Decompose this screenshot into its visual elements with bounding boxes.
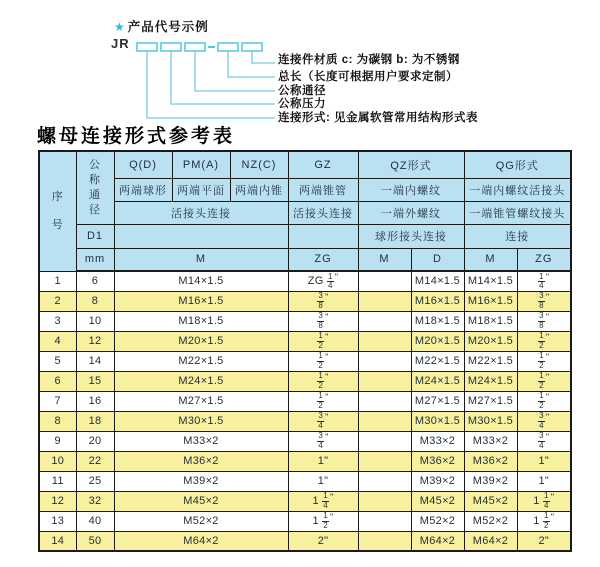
table-row xyxy=(39,471,571,491)
table-row xyxy=(39,451,571,471)
cell-dn: 32 xyxy=(76,491,114,511)
cell-qz_d: M20×1.5 xyxy=(411,331,464,351)
table-row xyxy=(39,431,571,451)
cell-m: M18×1.5 xyxy=(114,311,288,331)
cell-zg: $\frac{3}{8}$ " xyxy=(288,311,358,331)
cell-dn: 20 xyxy=(76,431,114,451)
cell-dn: 12 xyxy=(76,331,114,351)
cell-qz_m xyxy=(358,531,411,551)
leader-line xyxy=(195,51,275,91)
leader-line xyxy=(147,51,275,118)
cell-zg: 1 $\frac{1}{2}$ " xyxy=(288,511,358,531)
cell-qg_zg: 2" xyxy=(517,531,571,551)
cell-no: 2 xyxy=(39,291,76,311)
cell-qz_d: M39×2 xyxy=(411,471,464,491)
cell-m: M14×1.5 xyxy=(114,271,288,291)
table-row xyxy=(39,391,571,411)
cell-qz_m xyxy=(358,511,411,531)
cell-qg_m: M18×1.5 xyxy=(464,311,517,331)
cell-qg_zg: 1" xyxy=(517,451,571,471)
header-form-gz: 两端锥管 xyxy=(288,178,358,201)
cell-qz_m xyxy=(358,311,411,331)
cell-no: 12 xyxy=(39,491,76,511)
cell-qz_d: M24×1.5 xyxy=(411,371,464,391)
header-empty-cell xyxy=(114,224,288,248)
code-label-connection: 连接形式: 见金属软管常用结构形式表 xyxy=(278,112,479,124)
table-row xyxy=(39,371,571,391)
cell-m: M16×1.5 xyxy=(114,291,288,311)
cell-dn: 40 xyxy=(76,511,114,531)
table-row xyxy=(39,511,571,531)
code-box xyxy=(185,43,205,51)
cell-qz_m xyxy=(358,271,411,291)
cell-zg: $\frac{1}{2}$ " xyxy=(288,331,358,351)
cell-qz_m xyxy=(358,471,411,491)
cell-zg: $\frac{1}{2}$ " xyxy=(288,391,358,411)
table-row xyxy=(39,351,571,371)
cell-qg_zg: $\frac{1}{2}$ " xyxy=(517,371,571,391)
cell-dn: 10 xyxy=(76,311,114,331)
cell-qg_m: M30×1.5 xyxy=(464,411,517,431)
header-row-forms xyxy=(39,178,571,201)
cell-qg_m: M14×1.5 xyxy=(464,271,517,291)
header-conn-gz: 活接头连接 xyxy=(288,201,358,224)
header-unit-qz-d: D xyxy=(411,248,464,271)
cell-m: M36×2 xyxy=(114,451,288,471)
cell-zg: 2" xyxy=(288,531,358,551)
cell-dn: 25 xyxy=(76,471,114,491)
cell-qz_d: M14×1.5 xyxy=(411,271,464,291)
cell-qg_zg: 1 $\frac{1}{2}$ " xyxy=(517,511,571,531)
header-seq: 序号 xyxy=(39,151,76,271)
table-body xyxy=(39,271,571,551)
cell-qg_m: M20×1.5 xyxy=(464,331,517,351)
cell-m: M52×2 xyxy=(114,511,288,531)
code-box xyxy=(242,43,262,51)
cell-qg_zg: 1 $\frac{1}{4}$ " xyxy=(517,491,571,511)
cell-qz_d: M30×1.5 xyxy=(411,411,464,431)
cell-m: M45×2 xyxy=(114,491,288,511)
cell-qz_m xyxy=(358,291,411,311)
cell-qz_d: M52×2 xyxy=(411,511,464,531)
cell-zg: $\frac{1}{2}$ " xyxy=(288,371,358,391)
cell-no: 7 xyxy=(39,391,76,411)
header-conn-union: 活接头连接 xyxy=(114,201,288,224)
cell-qg_m: M27×1.5 xyxy=(464,391,517,411)
cell-qg_zg: $\frac{1}{2}$ " xyxy=(517,391,571,411)
table-row xyxy=(39,311,571,331)
header-unit-zg: ZG xyxy=(288,248,358,271)
table-row xyxy=(39,531,571,551)
cell-qg_m: M39×2 xyxy=(464,471,517,491)
cell-dn: 14 xyxy=(76,351,114,371)
header-diameter: 公称通径 xyxy=(76,151,114,224)
header-form-qz: 一端内螺纹 xyxy=(358,178,464,201)
cell-qg_m: M22×1.5 xyxy=(464,351,517,371)
cell-qg_zg: $\frac{3}{4}$ " xyxy=(517,411,571,431)
header-group-qg: QG形式 xyxy=(464,151,571,178)
header-row-connections xyxy=(39,201,571,224)
nut-connection-table xyxy=(38,150,572,552)
cell-dn: 18 xyxy=(76,411,114,431)
header-group-qd: Q(D) xyxy=(114,151,172,178)
header-ball-joint: 球形接头连接 xyxy=(358,224,464,248)
cell-qg_zg: $\frac{3}{8}$ " xyxy=(517,291,571,311)
cell-qg_m: M64×2 xyxy=(464,531,517,551)
header-group-nzc: NZ(C) xyxy=(230,151,288,178)
code-label-material: 连接件材质 c: 为碳钢 b: 为不锈钢 xyxy=(278,54,460,66)
cell-zg: 1" xyxy=(288,471,358,491)
cell-m: M30×1.5 xyxy=(114,411,288,431)
header-form-nzc: 两端内锥 xyxy=(230,178,288,201)
code-label-diameter: 公称通径 xyxy=(278,85,326,97)
cell-qz_d: M36×2 xyxy=(411,451,464,471)
table-row xyxy=(39,271,571,291)
cell-dn: 15 xyxy=(76,371,114,391)
cell-qz_d: M33×2 xyxy=(411,431,464,451)
cell-qz_d: M64×2 xyxy=(411,531,464,551)
cell-qg_m: M33×2 xyxy=(464,431,517,451)
table-title: 螺母连接形式参考表 xyxy=(37,125,236,147)
header-group-gz: GZ xyxy=(288,151,358,178)
cell-dn: 16 xyxy=(76,391,114,411)
code-box xyxy=(161,43,181,51)
star-icon: ★ xyxy=(114,20,126,34)
cell-qg_zg: $\frac{1}{2}$ " xyxy=(517,331,571,351)
cell-zg: $\frac{3}{4}$ " xyxy=(288,431,358,451)
header-unit-m: M xyxy=(114,248,288,271)
cell-qg_m: M24×1.5 xyxy=(464,371,517,391)
cell-zg: $\frac{3}{4}$ " xyxy=(288,411,358,431)
header-connect: 连接 xyxy=(464,224,571,248)
cell-qz_m xyxy=(358,351,411,371)
cell-no: 1 xyxy=(39,271,76,291)
header-conn-qg: 一端锥管螺纹接头 xyxy=(464,201,571,224)
cell-m: M24×1.5 xyxy=(114,371,288,391)
table-row xyxy=(39,331,571,351)
header-form-qd: 两端球形 xyxy=(114,178,172,201)
cell-no: 4 xyxy=(39,331,76,351)
cell-zg: $\frac{1}{2}$ " xyxy=(288,351,358,371)
header-row-d1 xyxy=(39,224,571,248)
cell-zg: $\frac{3}{8}$ " xyxy=(288,291,358,311)
cell-qg_zg: 1" xyxy=(517,471,571,491)
diagram-title-text: 产品代号示例 xyxy=(127,20,209,34)
table-row xyxy=(39,291,571,311)
table-row xyxy=(39,411,571,431)
code-prefix: JR xyxy=(111,36,130,51)
cell-qz_d: M27×1.5 xyxy=(411,391,464,411)
code-label-length: 总长（长度可根据用户要求定制） xyxy=(278,71,458,83)
header-d1: D1 xyxy=(76,224,114,248)
cell-no: 11 xyxy=(39,471,76,491)
code-box xyxy=(137,43,157,51)
diagram-title xyxy=(114,17,209,35)
cell-qz_m xyxy=(358,331,411,351)
cell-qz_d: M45×2 xyxy=(411,491,464,511)
cell-qg_zg: $\frac{1}{2}$ " xyxy=(517,351,571,371)
cell-no: 10 xyxy=(39,451,76,471)
cell-dn: 8 xyxy=(76,291,114,311)
header-unit-qg-m: M xyxy=(464,248,517,271)
cell-m: M20×1.5 xyxy=(114,331,288,351)
cell-qz_m xyxy=(358,411,411,431)
header-row-groups xyxy=(39,151,571,178)
cell-no: 14 xyxy=(39,531,76,551)
cell-qz_m xyxy=(358,371,411,391)
cell-no: 13 xyxy=(39,511,76,531)
cell-qg_m: M45×2 xyxy=(464,491,517,511)
cell-zg: 1 $\frac{1}{4}$ " xyxy=(288,491,358,511)
cell-no: 9 xyxy=(39,431,76,451)
header-form-pma: 两端平面 xyxy=(172,178,230,201)
code-box xyxy=(218,43,238,51)
cell-m: M33×2 xyxy=(114,431,288,451)
table-row xyxy=(39,491,571,511)
header-empty-cell xyxy=(288,224,358,248)
cell-m: M39×2 xyxy=(114,471,288,491)
header-form-qg: 一端内螺纹活接头 xyxy=(464,178,571,201)
cell-qg_m: M36×2 xyxy=(464,451,517,471)
code-label-pressure: 公称压力 xyxy=(278,98,326,110)
cell-qz_d: M18×1.5 xyxy=(411,311,464,331)
cell-m: M22×1.5 xyxy=(114,351,288,371)
cell-qz_m xyxy=(358,431,411,451)
cell-qz_m xyxy=(358,451,411,471)
cell-qg_zg: $\frac{3}{4}$ " xyxy=(517,431,571,451)
cell-qg_m: M16×1.5 xyxy=(464,291,517,311)
cell-qz_d: M22×1.5 xyxy=(411,351,464,371)
header-group-pma: PM(A) xyxy=(172,151,230,178)
cell-no: 8 xyxy=(39,411,76,431)
cell-m: M64×2 xyxy=(114,531,288,551)
cell-dn: 6 xyxy=(76,271,114,291)
cell-dn: 22 xyxy=(76,451,114,471)
header-unit-qz-m: M xyxy=(358,248,411,271)
header-group-qz: QZ形式 xyxy=(358,151,464,178)
header-conn-qz: 一端外螺纹 xyxy=(358,201,464,224)
cell-no: 6 xyxy=(39,371,76,391)
cell-m: M27×1.5 xyxy=(114,391,288,411)
cell-zg: 1" xyxy=(288,451,358,471)
cell-qz_m xyxy=(358,491,411,511)
cell-qz_m xyxy=(358,391,411,411)
leader-line xyxy=(252,51,275,63)
cell-qg_zg: $\frac{1}{4}$ " xyxy=(517,271,571,291)
cell-qg_zg: $\frac{3}{8}$ " xyxy=(517,311,571,331)
header-unit-qg-zg: ZG xyxy=(517,248,571,271)
cell-no: 5 xyxy=(39,351,76,371)
header-mm: mm xyxy=(76,248,114,271)
cell-no: 3 xyxy=(39,311,76,331)
cell-qz_d: M16×1.5 xyxy=(411,291,464,311)
cell-qg_m: M52×2 xyxy=(464,511,517,531)
cell-dn: 50 xyxy=(76,531,114,551)
header-row-units xyxy=(39,248,571,271)
cell-zg: ZG $\frac{1}{4}$ " xyxy=(288,271,358,291)
